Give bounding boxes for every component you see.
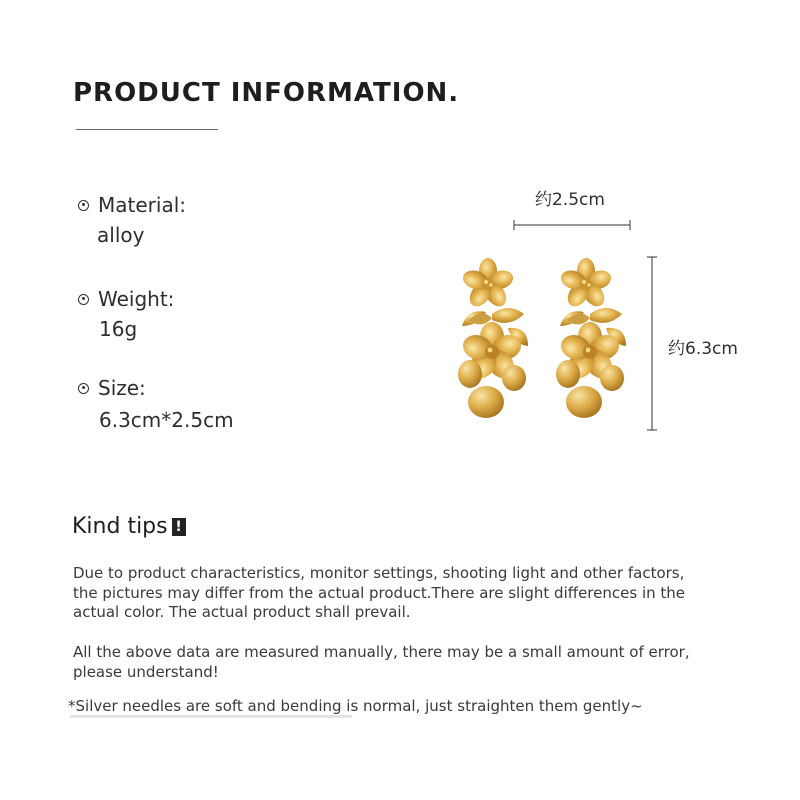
title-divider — [76, 129, 218, 130]
height-dimension-line — [644, 254, 660, 434]
weight-label — [78, 287, 174, 311]
tips-paragraph-2: All the above data are measured manually, there may be a small amount of error, please understand! — [73, 643, 690, 681]
height-dimension-label: 约6.3cm — [668, 339, 738, 359]
size-label-text: Size: — [98, 376, 146, 400]
size-value: 6.3cm*2.5cm — [99, 408, 234, 432]
material-label — [78, 193, 186, 217]
width-dimension-label: 约2.5cm — [535, 190, 605, 210]
silver-needles-note: *Silver needles are soft and bending is normal, just straighten them gently~ — [68, 697, 643, 715]
kind-tips-text: Kind tips — [72, 514, 168, 539]
bullet-icon — [78, 383, 89, 394]
size-label — [78, 376, 146, 400]
weight-value: 16g — [99, 317, 138, 341]
earrings-product-image — [448, 256, 644, 428]
width-dimension-line — [510, 218, 634, 232]
page-title: PRODUCT INFORMATION. — [73, 78, 460, 108]
tips-paragraph-1: Due to product characteristics, monitor settings, shooting light and other factors, the pictures may differ from the actual product.There are slight differences in the actual color. The actual product shall prevail. — [73, 564, 685, 621]
weight-label-text: Weight: — [98, 287, 175, 311]
material-value: alloy — [97, 223, 145, 247]
bullet-icon — [78, 294, 89, 305]
material-label-text: Material: — [98, 193, 186, 217]
kind-tips-heading — [72, 514, 186, 539]
bullet-icon — [78, 200, 89, 211]
exclamation-icon: ! — [172, 518, 186, 536]
note-highlight — [70, 715, 352, 718]
